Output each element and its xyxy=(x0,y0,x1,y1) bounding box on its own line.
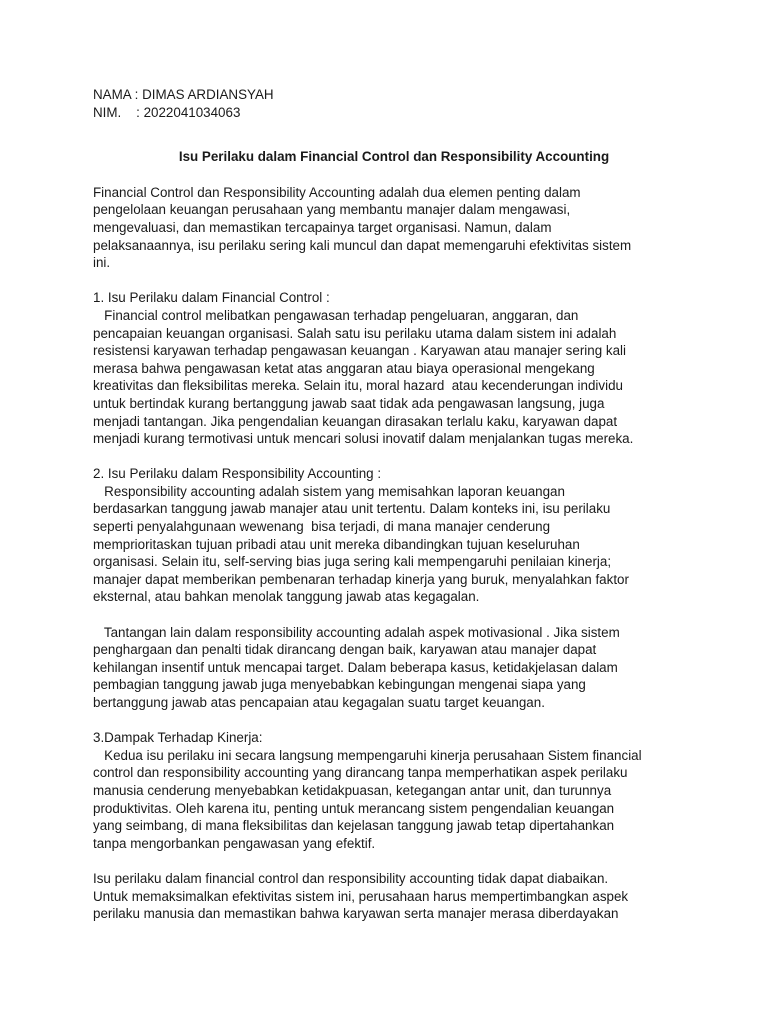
section-3-line: control dan responsibility accounting yang dirancang tanpa memperhatikan aspek perilaku xyxy=(93,765,628,781)
section-2b-line: Tantangan lain dalam responsibility accounting adalah aspek motivasional . Jika sistem xyxy=(93,624,620,640)
intro-paragraph xyxy=(93,184,683,272)
intro-line: mengevaluasi, dan memastikan tercapainya target organisasi. Namun, dalam xyxy=(93,219,552,235)
section-1-line: menjadi kurang termotivasi untuk mencari solusi inovatif dalam menjalankan tugas mereka. xyxy=(93,431,634,447)
paragraph-gap xyxy=(93,606,683,624)
section-2-line: berdasarkan tanggung jawab manajer atau unit tertentu. Dalam konteks ini, isu perilaku xyxy=(93,501,611,517)
section-1-heading: 1. Isu Perilaku dalam Financial Control : xyxy=(93,290,330,306)
section-3-line: Kedua isu perilaku ini secara langsung mempengaruhi kinerja perusahaan Sistem financial xyxy=(93,747,642,763)
paragraph-gap xyxy=(93,272,683,290)
section-2-paragraph-2 xyxy=(93,624,683,712)
section-2-line: eksternal, atau bahkan menolak tanggung jawab atas kegagalan. xyxy=(93,589,480,605)
section-2b-line: penghargaan dan penalti tidak dirancang dengan baik, karyawan atau manajer dapat xyxy=(93,642,597,658)
section-1-line: menjadi tantangan. Jika pengendalian keuangan dirasakan terlalu kaku, karyawan dapat xyxy=(93,413,618,429)
paragraph-gap xyxy=(93,448,683,466)
section-3 xyxy=(93,729,683,852)
document-page xyxy=(93,86,683,923)
paragraph-gap xyxy=(93,712,683,730)
section-2-line: seperti penyalahgunaan wewenang bisa terjadi, di mana manajer cenderung xyxy=(93,519,551,535)
section-2b-line: kehilangan insentif untuk mencapai target. Dalam beberapa kasus, ketidakjelasan dalam xyxy=(93,659,618,675)
section-2b-line: pembagian tanggung jawab juga menyebabkan kebingungan mengenai siapa yang xyxy=(93,677,586,693)
section-2-line: memprioritaskan tujuan pribadi atau unit mereka dibandingkan tujuan keseluruhan xyxy=(93,536,580,552)
section-2-line: Responsibility accounting adalah sistem yang memisahkan laporan keuangan xyxy=(93,483,565,499)
section-1-line: resistensi karyawan terhadap pengawasan keuangan . Karyawan atau manajer sering kali xyxy=(93,343,626,359)
section-2-heading: 2. Isu Perilaku dalam Responsibility Accounting : xyxy=(93,466,382,482)
section-3-line: produktivitas. Oleh karena itu, penting untuk merancang sistem pengendalian keuangan xyxy=(93,800,615,816)
paragraph-gap xyxy=(93,852,683,870)
section-2-line: manajer dapat memberikan pembenaran terhadap kinerja yang buruk, menyalahkan faktor xyxy=(93,571,629,587)
conclusion-paragraph xyxy=(93,870,683,923)
section-3-line: tanpa mengorbankan pengawasan yang efektif. xyxy=(93,835,376,851)
section-1-line: kreativitas dan fleksibilitas mereka. Selain itu, moral hazard atau kecenderungan individu xyxy=(93,378,623,394)
section-3-line: manusia cenderung menyebabkan ketidakpuasan, ketegangan antar unit, dan turunnya xyxy=(93,782,612,798)
document-title: Isu Perilaku dalam Financial Control dan Responsibility Accounting xyxy=(178,149,610,165)
section-1-line: untuk bertindak kurang bertanggung jawab saat tidak ada pengawasan langsung, juga xyxy=(93,395,605,411)
section-2b-line: bertanggung jawab atas pencapaian atau kegagalan suatu target keuangan. xyxy=(93,695,545,710)
conclusion-line: perilaku manusia dan memastikan bahwa karyawan serta manajer merasa diberdayakan xyxy=(93,906,619,922)
intro-line: ini. xyxy=(93,255,111,271)
section-3-heading: 3.Dampak Terhadap Kinerja: xyxy=(93,730,263,746)
student-info xyxy=(93,86,683,121)
section-1-line: merasa bahwa pengawasan ketat atas anggaran atau biaya operasional mengekang xyxy=(93,360,595,376)
intro-line: pelaksanaannya, isu perilaku sering kali muncul dan dapat memengaruhi efektivitas sistem xyxy=(93,237,632,253)
section-1 xyxy=(93,289,683,447)
intro-line: Financial Control dan Responsibility Accounting adalah dua elemen penting dalam xyxy=(93,184,581,200)
section-3-line: yang seimbang, di mana fleksibilitas dan kejelasan tanggung jawab tetap dipertahankan xyxy=(93,818,615,834)
nim-line: NIM. : 2022041034063 xyxy=(93,104,241,120)
conclusion-line: Untuk memaksimalkan efektivitas sistem ini, perusahaan harus mempertimbangkan aspek xyxy=(93,888,629,904)
section-1-line: Financial control melibatkan pengawasan terhadap pengeluaran, anggaran, dan xyxy=(93,307,579,323)
conclusion-line: Isu perilaku dalam financial control dan responsibility accounting tidak dapat diabaikan. xyxy=(93,870,609,886)
intro-line: pengelolaan keuangan perusahaan yang membantu manajer dalam mengawasi, xyxy=(93,202,571,218)
name-line: NAMA : DIMAS ARDIANSYAH xyxy=(93,87,274,102)
section-1-line: pencapaian keuangan organisasi. Salah satu isu perilaku utama dalam sistem ini adalah xyxy=(93,325,617,341)
section-2 xyxy=(93,465,683,606)
section-2-line: organisasi. Selain itu, self-serving bias juga sering kali mempengaruhi penilaian kinerja; xyxy=(93,554,612,570)
